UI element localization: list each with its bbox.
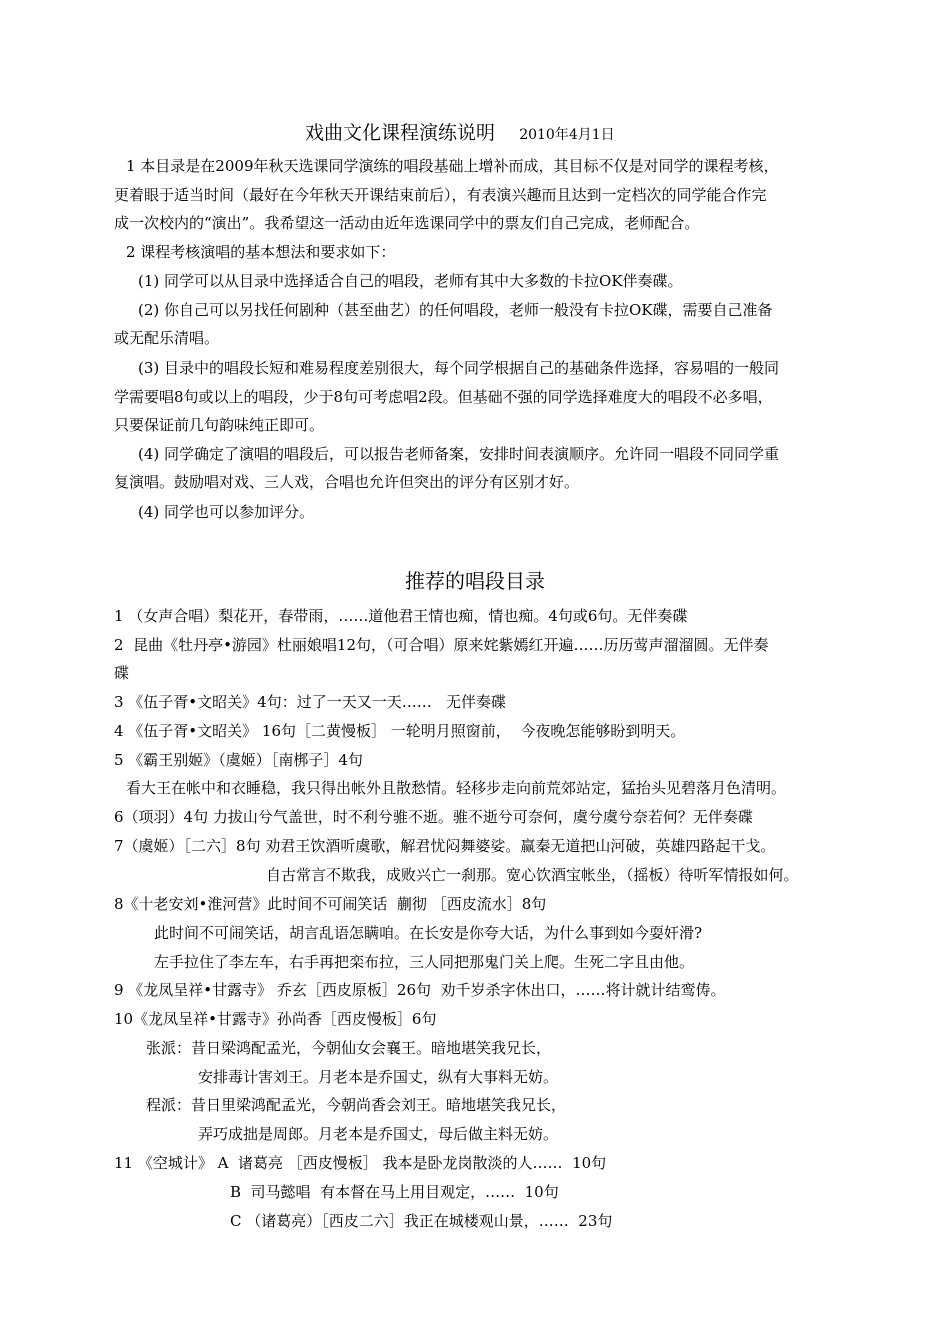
document-title-line	[305, 121, 615, 147]
catalog-line: 弄巧成拙是周郎。月老本是乔国丈，母后做主料无妨。	[198, 1125, 559, 1143]
catalog-line: 5 《霸王别姬》（虞姬）［南梆子］4句	[114, 751, 363, 769]
catalog-line: B 司马懿唱 有本督在马上用目观定，…… 10句	[230, 1183, 559, 1201]
intro-line: (2) 你自己可以另找任何剧种（甚至曲艺）的任何唱段，老师一般没有卡拉OK碟，需要自己准备	[138, 301, 773, 319]
catalog-line: 张派：昔日梁鸿配孟光，今朝仙女会襄王。暗地堪笑我兄长，	[146, 1039, 552, 1057]
intro-line: 成一次校内的“演出”。我希望这一活动由近年选课同学中的票友们自己完成，老师配合。	[114, 214, 700, 232]
catalog-line: 11 《空城计》 A 诸葛亮 ［西皮慢板］ 我本是卧龙岗散淡的人…… 10句	[114, 1154, 607, 1172]
intro-line: (4) 同学也可以参加评分。	[138, 503, 315, 521]
catalog-line: 看大王在帐中和衣睡稳，我只得出帐外且散愁情。轻移步走向前荒郊站定，猛抬头见碧落月色清明。	[126, 779, 787, 797]
catalog-line: 3 《伍子胥•文昭关》4句：过了一天又一天…… 无伴奏碟	[114, 693, 507, 711]
document-title: 戏曲文化课程演练说明	[305, 122, 496, 144]
catalog-line: 10《龙凤呈祥•甘露寺》孙尚香［西皮慢板］6句	[114, 1010, 437, 1028]
catalog-line: 碟	[114, 664, 130, 682]
catalog-line: 1 （女声合唱）梨花开，春带雨，……道他君王情也痴，情也痴。4句或6句。无伴奏碟	[114, 607, 688, 625]
intro-line: (3) 目录中的唱段长短和难易程度差别很大，每个同学根据自己的基础条件选择，容易唱的一般同	[138, 359, 780, 377]
intro-line: 或无配乐清唱。	[114, 329, 220, 347]
catalog-line: 6（项羽）4句 力拔山兮气盖世，时不利兮骓不逝。骓不逝兮可奈何，虞兮虞兮奈若何？无伴奏碟	[114, 808, 753, 826]
catalog-line: 4 《伍子胥•文昭关》 16句［二黄慢板］ 一轮明月照窗前， 今夜晚怎能够盼到明天。	[114, 722, 686, 740]
catalog-line: 9 《龙凤呈祥•甘露寺》 乔玄［西皮原板］26句 劝千岁杀字休出口，……将计就计结鸾俦。	[114, 981, 726, 999]
intro-line: (1) 同学可以从目录中选择适合自己的唱段，老师有其中大多数的卡拉OK伴奏碟。	[138, 272, 683, 290]
catalog-line: 自古常言不欺我，成败兴亡一刹那。宽心饮酒宝帐坐，（摇板）待听军情报如何。	[266, 866, 799, 884]
document-date: 2010年4月1日	[519, 127, 615, 143]
catalog-line: 安排毒计害刘王。月老本是乔国丈，纵有大事料无妨。	[198, 1068, 559, 1086]
catalog-title: 推荐的唱段目录	[405, 569, 545, 593]
intro-line: 2 课程考核演唱的基本想法和要求如下：	[126, 243, 396, 261]
catalog-line: 8《十老安刘•淮河营》此时间不可闹笑话 蒯彻 ［西皮流水］8句	[114, 895, 547, 913]
intro-line: 1 本目录是在2009年秋天选课同学演练的唱段基础上增补而成，其目标不仅是对同学的课程考核，	[126, 157, 779, 175]
intro-line: 复演唱。鼓励唱对戏、三人戏，合唱也允许但突出的评分有区别才好。	[114, 473, 580, 491]
catalog-line: 左手拉住了李左车，右手再把栾布拉，三人同把那鬼门关上爬。生死二字且由他。	[154, 953, 695, 971]
catalog-line: 2 昆曲《牡丹亭•游园》杜丽娘唱12句，（可合唱）原来姹紫嫣红开遍……历历莺声溜溜圆。无伴奏	[114, 636, 769, 654]
catalog-line: 程派：昔日里梁鸿配孟光，今朝尚香会刘王。暗地堪笑我兄长，	[146, 1096, 567, 1114]
catalog-line: 7（虞姬）［二六］8句 劝君王饮酒听虞歌，解君忧闷舞婆娑。赢秦无道把山河破，英雄四路起干戈。	[114, 837, 776, 855]
intro-line: 学需要唱8句或以上的唱段，少于8句可考虑唱2段。但基础不强的同学选择难度大的唱段不必多唱，	[114, 388, 773, 406]
catalog-line: 此时间不可闹笑话，胡言乱语怎瞒咱。在长安是你夸大话，为什么事到如今耍奸滑?	[154, 924, 703, 942]
intro-line: 更着眼于适当时间（最好在今年秋天开课结束前后），有表演兴趣而且达到一定档次的同学能合作完	[114, 186, 767, 204]
intro-line: 只要保证前几句韵味纯正即可。	[114, 416, 325, 434]
catalog-line: C （诸葛亮）［西皮二六］我正在城楼观山景，…… 23句	[230, 1212, 613, 1230]
intro-line: (4) 同学确定了演唱的唱段后，可以报告老师备案，安排时间表演顺序。允许同一唱段不同同学重	[138, 445, 780, 463]
